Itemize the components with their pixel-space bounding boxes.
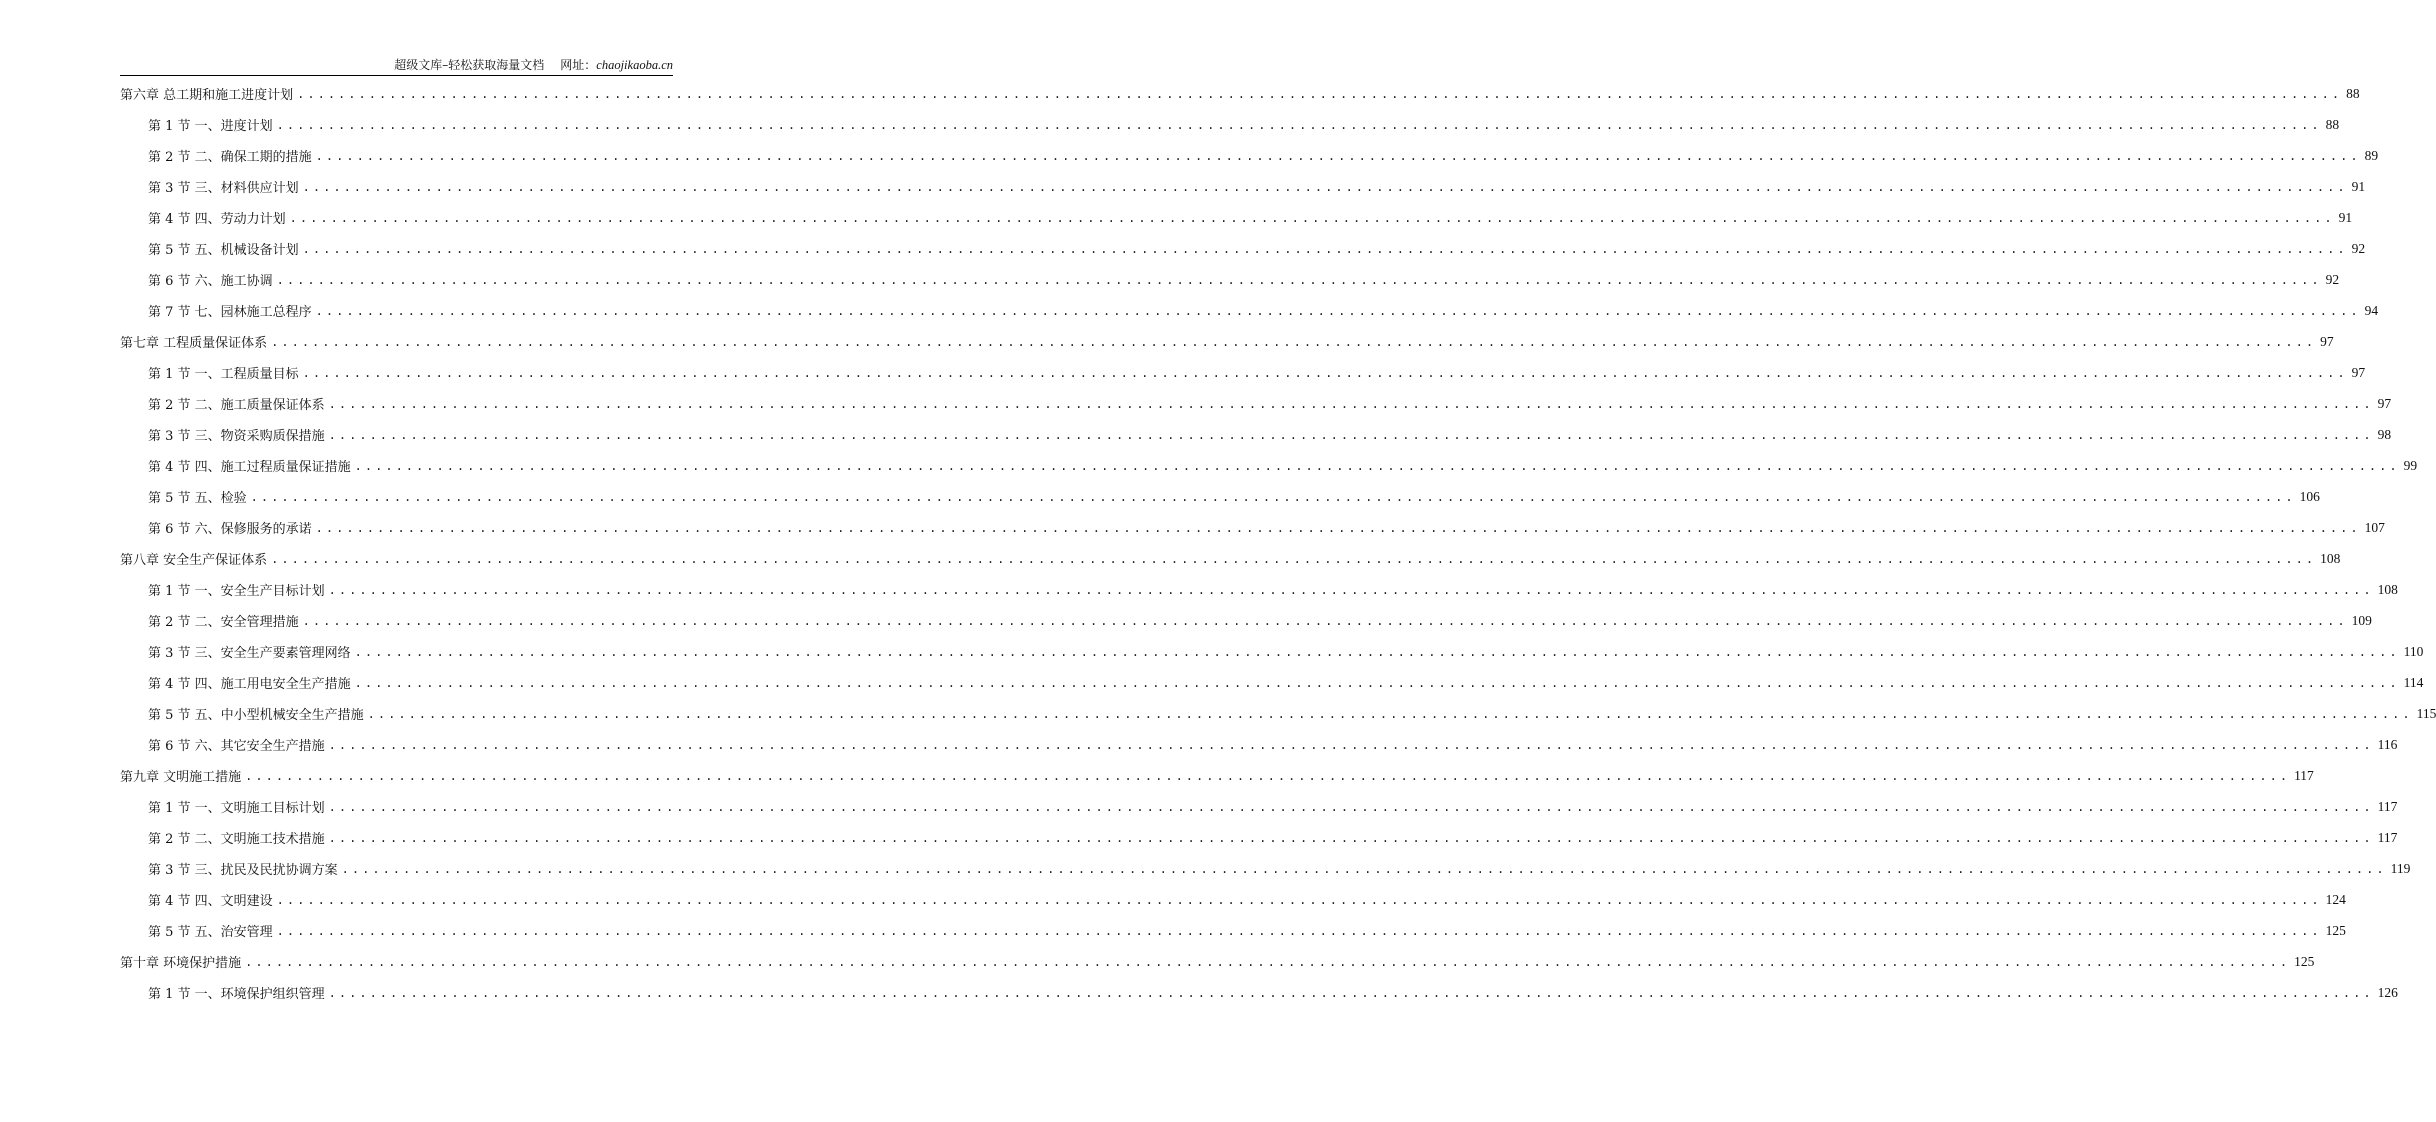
toc-leader-dots: ........................................................................................................................................................................................................: [341, 861, 2387, 876]
toc-leader-dots: ........................................................................................................................................................................................................: [276, 272, 2322, 287]
toc-entry-title: 第九章 文明施工措施: [120, 770, 242, 785]
toc-section-entry[interactable]: [120, 822, 2398, 853]
toc-leader-dots: ........................................................................................................................................................................................................: [328, 427, 2374, 442]
toc-entry-title: 第 1 节 一、环境保护组织管理: [148, 987, 325, 1002]
toc-entry-title: 第 1 节 一、安全生产目标计划: [148, 584, 325, 599]
toc-leader-dots: ........................................................................................................................................................................................................: [354, 644, 2400, 659]
toc-page-number: 88: [2346, 85, 2360, 101]
toc-page-number: 126: [2377, 984, 2398, 1000]
toc-page-number: 106: [2299, 488, 2320, 504]
toc-leader-dots: ........................................................................................................................................................................................................: [276, 117, 2322, 132]
toc-entry-title: 第 3 节 三、安全生产要素管理网络: [148, 646, 351, 661]
toc-chapter-entry[interactable]: [120, 78, 2360, 109]
toc-leader-dots: ........................................................................................................................................................................................................: [289, 210, 2335, 225]
toc-entry-title: 第 3 节 三、扰民及民扰协调方案: [148, 863, 338, 878]
toc-chapter-entry[interactable]: [120, 326, 2334, 357]
toc-leader-dots: ........................................................................................................................................................................................................: [302, 365, 2348, 380]
toc-page-number: 125: [2325, 922, 2346, 938]
toc-entry-title: 第 1 节 一、进度计划: [148, 119, 273, 134]
toc-entry-title: 第 3 节 三、材料供应计划: [148, 181, 299, 196]
toc-leader-dots: ........................................................................................................................................................................................................: [328, 737, 2374, 752]
toc-entry-title: 第八章 安全生产保证体系: [120, 553, 268, 568]
toc-section-entry[interactable]: [120, 698, 2436, 729]
toc-leader-dots: ........................................................................................................................................................................................................: [315, 520, 2361, 535]
toc-leader-dots: ........................................................................................................................................................................................................: [367, 706, 2413, 721]
toc-page-number: 89: [2364, 147, 2379, 163]
toc-page-number: 94: [2364, 302, 2379, 318]
toc-section-entry[interactable]: [120, 512, 2385, 543]
toc-page-number: 115: [2416, 705, 2436, 721]
toc-entry-title: 第 3 节 三、物资采购质保措施: [148, 429, 325, 444]
page-header: [120, 57, 673, 76]
toc-section-entry[interactable]: [120, 295, 2379, 326]
toc-page-number: 97: [2351, 364, 2366, 380]
toc-section-entry[interactable]: [120, 171, 2366, 202]
toc-section-entry[interactable]: [120, 481, 2320, 512]
toc-entry-title: 第 4 节 四、劳动力计划: [148, 212, 286, 227]
toc-section-entry[interactable]: [120, 202, 2353, 233]
toc-leader-dots: ........................................................................................................................................................................................................: [328, 830, 2374, 845]
toc-entry-title: 第 1 节 一、文明施工目标计划: [148, 801, 325, 816]
toc-entry-title: 第 6 节 六、施工协调: [148, 274, 273, 289]
toc-section-entry[interactable]: [120, 388, 2392, 419]
toc-leader-dots: ........................................................................................................................................................................................................: [328, 985, 2374, 1000]
toc-page-number: 92: [2351, 240, 2366, 256]
toc-section-entry[interactable]: [120, 357, 2366, 388]
toc-chapter-entry[interactable]: [120, 543, 2341, 574]
toc-page-number: 92: [2325, 271, 2340, 287]
header-url-label: 网址：: [560, 58, 597, 72]
toc-page-number: 98: [2377, 426, 2392, 442]
toc-section-entry[interactable]: [120, 140, 2379, 171]
toc-leader-dots: ........................................................................................................................................................................................................: [245, 768, 2291, 783]
toc-leader-dots: ........................................................................................................................................................................................................: [250, 489, 2296, 504]
toc-section-entry[interactable]: [120, 450, 2418, 481]
toc-leader-dots: ........................................................................................................................................................................................................: [276, 892, 2322, 907]
toc-page-number: 117: [2377, 798, 2398, 814]
toc-leader-dots: ........................................................................................................................................................................................................: [276, 923, 2322, 938]
toc-leader-dots: ........................................................................................................................................................................................................: [354, 458, 2400, 473]
toc-leader-dots: ........................................................................................................................................................................................................: [271, 334, 2317, 349]
toc-page-number: 117: [2294, 767, 2314, 783]
toc-page-number: 114: [2403, 674, 2424, 690]
toc-leader-dots: ........................................................................................................................................................................................................: [302, 241, 2348, 256]
header-site-name: 超级文库–轻松获取海量文档: [394, 58, 545, 72]
toc-page-number: 125: [2294, 953, 2315, 969]
toc-entry-title: 第 5 节 五、检验: [148, 491, 247, 506]
toc-entry-title: 第 2 节 二、安全管理措施: [148, 615, 299, 630]
toc-leader-dots: ........................................................................................................................................................................................................: [328, 582, 2374, 597]
toc-entry-title: 第十章 环境保护措施: [120, 956, 242, 971]
toc-page-number: 109: [2351, 612, 2372, 628]
toc-section-entry[interactable]: [120, 915, 2346, 946]
toc-page-number: 116: [2377, 736, 2398, 752]
toc-leader-dots: ........................................................................................................................................................................................................: [315, 303, 2361, 318]
toc-page-number: 108: [2377, 581, 2398, 597]
toc-section-entry[interactable]: [120, 853, 2411, 884]
toc-section-entry[interactable]: [120, 605, 2372, 636]
toc-entry-title: 第 5 节 五、治安管理: [148, 925, 273, 940]
toc-leader-dots: ........................................................................................................................................................................................................: [328, 799, 2374, 814]
toc-section-entry[interactable]: [120, 233, 2366, 264]
toc-section-entry[interactable]: [120, 667, 2424, 698]
toc-chapter-entry[interactable]: [120, 760, 2314, 791]
toc-chapter-entry[interactable]: [120, 946, 2315, 977]
toc-entry-title: 第 4 节 四、施工过程质量保证措施: [148, 460, 351, 475]
toc-entry-title: 第六章 总工期和施工进度计划: [120, 88, 294, 103]
toc-section-entry[interactable]: [120, 419, 2392, 450]
toc-leader-dots: ........................................................................................................................................................................................................: [302, 613, 2348, 628]
toc-section-entry[interactable]: [120, 791, 2398, 822]
toc-section-entry[interactable]: [120, 264, 2340, 295]
toc-leader-dots: ........................................................................................................................................................................................................: [245, 954, 2291, 969]
toc-page-number: 88: [2325, 116, 2340, 132]
toc-page-number: 124: [2325, 891, 2346, 907]
toc-entry-title: 第 4 节 四、文明建设: [148, 894, 273, 909]
toc-leader-dots: ........................................................................................................................................................................................................: [302, 179, 2348, 194]
toc-entry-title: 第 2 节 二、确保工期的措施: [148, 150, 312, 165]
table-of-contents: [120, 78, 2436, 1008]
toc-entry-title: 第 6 节 六、保修服务的承诺: [148, 522, 312, 537]
toc-entry-title: 第 7 节 七、园林施工总程序: [148, 305, 312, 320]
toc-section-entry[interactable]: [120, 636, 2424, 667]
toc-leader-dots: ........................................................................................................................................................................................................: [315, 148, 2361, 163]
toc-entry-title: 第 5 节 五、机械设备计划: [148, 243, 299, 258]
toc-page-number: 91: [2351, 178, 2366, 194]
toc-leader-dots: ........................................................................................................................................................................................................: [297, 86, 2343, 101]
toc-section-entry[interactable]: [120, 574, 2398, 605]
toc-leader-dots: ........................................................................................................................................................................................................: [328, 396, 2374, 411]
toc-page-number: 97: [2320, 333, 2334, 349]
toc-entry-title: 第 2 节 二、施工质量保证体系: [148, 398, 325, 413]
toc-entry-title: 第 6 节 六、其它安全生产措施: [148, 739, 325, 754]
toc-entry-title: 第七章 工程质量保证体系: [120, 336, 268, 351]
toc-page-number: 97: [2377, 395, 2392, 411]
toc-section-entry[interactable]: [120, 977, 2398, 1008]
toc-page-number: 91: [2338, 209, 2353, 225]
toc-entry-title: 第 1 节 一、工程质量目标: [148, 367, 299, 382]
toc-section-entry[interactable]: [120, 109, 2340, 140]
toc-leader-dots: ........................................................................................................................................................................................................: [354, 675, 2400, 690]
toc-page-number: 117: [2377, 829, 2398, 845]
toc-page-number: 99: [2403, 457, 2418, 473]
toc-entry-title: 第 5 节 五、中小型机械安全生产措施: [148, 708, 364, 723]
toc-page-number: 119: [2390, 860, 2411, 876]
toc-page-number: 110: [2403, 643, 2424, 659]
toc-section-entry[interactable]: [120, 729, 2398, 760]
toc-page-number: 108: [2320, 550, 2341, 566]
toc-page-number: 107: [2364, 519, 2385, 535]
toc-entry-title: 第 4 节 四、施工用电安全生产措施: [148, 677, 351, 692]
toc-section-entry[interactable]: [120, 884, 2346, 915]
toc-entry-title: 第 2 节 二、文明施工技术措施: [148, 832, 325, 847]
toc-leader-dots: ........................................................................................................................................................................................................: [271, 551, 2317, 566]
header-url[interactable]: chaojikaoba.cn: [596, 58, 673, 72]
